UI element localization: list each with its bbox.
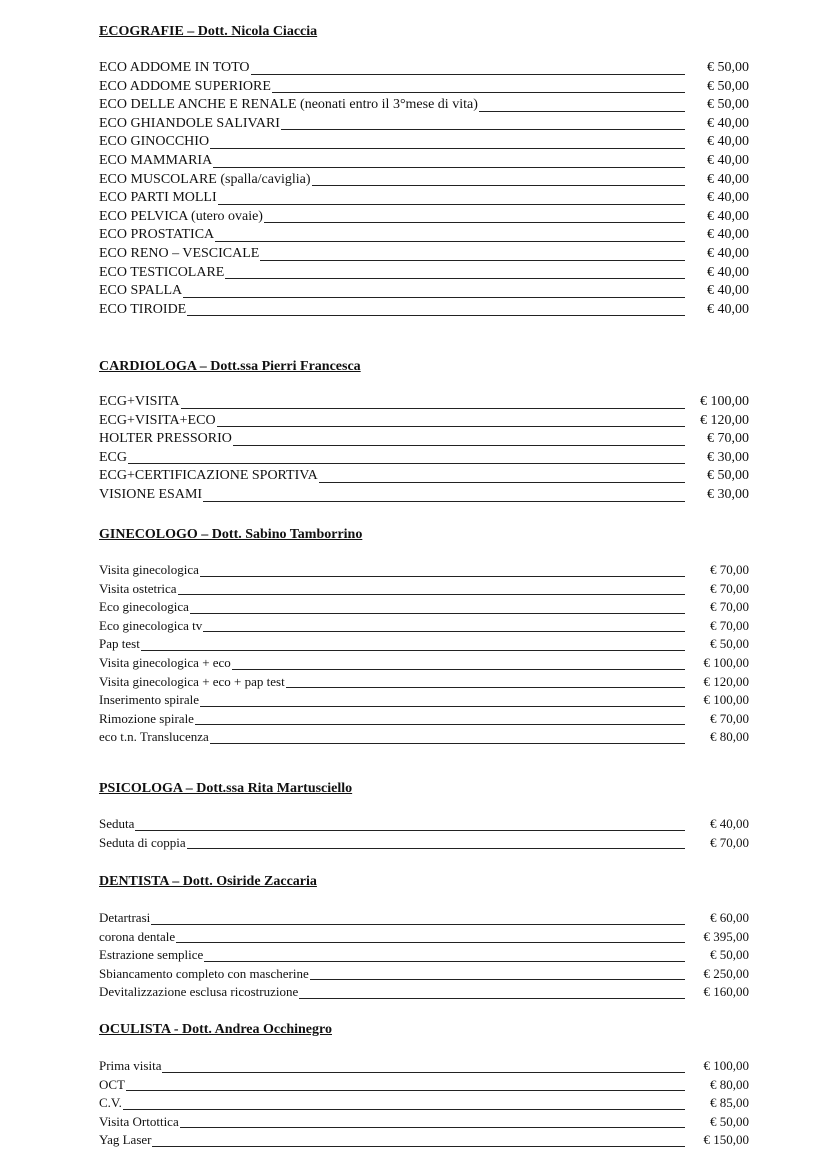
service-price: € 40,00: [707, 245, 749, 261]
price-row: [99, 617, 749, 636]
service-label: ECG+CERTIFICAZIONE SPORTIVA: [99, 468, 318, 484]
leader-line: [319, 481, 685, 483]
service-price: € 40,00: [707, 171, 749, 187]
service-price: € 120,00: [700, 412, 749, 428]
section-title: PSICOLOGA – Dott.ssa Rita Martusciello: [99, 781, 353, 796]
leader-line: [225, 277, 685, 279]
service-price: € 40,00: [707, 152, 749, 168]
service-label: Seduta: [99, 816, 135, 831]
leader-line: [215, 240, 685, 242]
price-row: [99, 1057, 749, 1076]
price-row: [99, 1113, 749, 1132]
leader-line: [210, 742, 685, 744]
price-row: [99, 710, 749, 729]
price-row: [99, 96, 749, 115]
price-row: [99, 171, 749, 190]
service-label: Visita Ortottica: [99, 1113, 179, 1129]
price-row: [99, 728, 749, 747]
service-price: € 30,00: [707, 449, 749, 465]
leader-line: [203, 500, 685, 502]
leader-line: [135, 829, 685, 831]
price-row: [99, 430, 749, 449]
service-price: € 395,00: [703, 928, 749, 944]
leader-line: [200, 575, 685, 577]
price-row: [99, 467, 749, 486]
service-price: € 100,00: [703, 692, 749, 708]
service-price: € 50,00: [710, 1113, 749, 1129]
service-price: € 70,00: [710, 834, 749, 850]
price-row: [99, 1076, 749, 1095]
service-label: Devitalizzazione esclusa ricostruzione: [99, 984, 299, 1000]
service-price: € 50,00: [707, 468, 749, 484]
service-label: Visita ginecologica + eco: [99, 654, 231, 670]
price-row: [99, 449, 749, 468]
service-price: € 40,00: [707, 190, 749, 206]
section-title: GINECOLOGO – Dott. Sabino Tamborrino: [99, 527, 363, 542]
leader-line: [187, 847, 685, 849]
service-price: € 50,00: [710, 947, 749, 963]
service-price: € 50,00: [707, 97, 749, 113]
leader-line: [233, 444, 685, 446]
leader-line: [162, 1071, 685, 1073]
service-price: € 100,00: [703, 1058, 749, 1073]
price-row: [99, 264, 749, 283]
section-title: ECOGRAFIE – Dott. Nicola Ciaccia: [99, 24, 318, 39]
price-row: [99, 245, 749, 264]
price-row: [99, 115, 749, 134]
leader-line: [151, 923, 685, 925]
service-price: € 80,00: [710, 1076, 749, 1092]
price-row: [99, 133, 749, 152]
price-row: [99, 282, 749, 301]
service-label: Visita ginecologica: [99, 562, 199, 577]
price-row: [99, 412, 749, 431]
service-price: € 70,00: [707, 431, 749, 447]
service-label: ECO ADDOME SUPERIORE: [99, 78, 271, 94]
service-label: ECO SPALLA: [99, 283, 183, 299]
leader-line: [272, 91, 685, 93]
leader-line: [183, 296, 685, 298]
section-title: CARDIOLOGA – Dott.ssa Pierri Francesca: [99, 359, 361, 374]
service-label: ECO PROSTATICA: [99, 227, 215, 243]
service-price: € 50,00: [710, 636, 749, 652]
leader-line: [128, 462, 685, 464]
leader-line: [190, 612, 685, 614]
service-price: € 150,00: [703, 1132, 749, 1148]
leader-line: [180, 1126, 685, 1128]
service-label: Eco ginecologica tv: [99, 617, 203, 633]
service-label: ECO MUSCOLARE (spalla/caviglia): [99, 171, 311, 187]
price-row: [99, 815, 749, 834]
leader-line: [181, 407, 685, 409]
price-row: [99, 1131, 749, 1150]
service-label: ECO ADDOME IN TOTO: [99, 60, 250, 75]
service-price: € 40,00: [707, 264, 749, 280]
price-row: [99, 561, 749, 580]
leader-line: [200, 705, 685, 707]
service-label: HOLTER PRESSORIO: [99, 431, 232, 447]
item-list: [99, 561, 749, 747]
item-list: [99, 1057, 749, 1150]
service-label: Seduta di coppia: [99, 834, 186, 850]
leader-line: [187, 314, 685, 316]
service-label: eco t.n. Translucenza: [99, 729, 209, 745]
leader-line: [310, 978, 685, 980]
service-price: € 40,00: [707, 227, 749, 243]
price-row: [99, 834, 749, 853]
leader-line: [218, 203, 685, 205]
service-label: ECG+VISITA: [99, 394, 180, 409]
price-row: [99, 928, 749, 947]
service-label: Prima visita: [99, 1058, 162, 1073]
price-row: [99, 152, 749, 171]
leader-line: [286, 686, 685, 688]
leader-line: [126, 1089, 685, 1091]
item-list: [99, 59, 749, 319]
leader-line: [312, 184, 685, 186]
price-row: [99, 393, 749, 412]
service-price: € 40,00: [710, 816, 749, 831]
service-price: € 70,00: [710, 617, 749, 633]
service-label: Visita ginecologica + eco + pap test: [99, 673, 285, 689]
price-row: [99, 691, 749, 710]
service-label: Rimozione spirale: [99, 710, 194, 726]
leader-line: [217, 425, 685, 427]
price-row: [99, 965, 749, 984]
service-label: ECO PARTI MOLLI: [99, 190, 217, 206]
service-label: Visita ostetrica: [99, 580, 177, 596]
price-row: [99, 226, 749, 245]
price-row: [99, 1094, 749, 1113]
price-row: [99, 598, 749, 617]
service-price: € 120,00: [703, 673, 749, 689]
service-price: € 40,00: [707, 115, 749, 131]
service-label: ECO MAMMARIA: [99, 152, 213, 168]
leader-line: [141, 649, 685, 651]
service-label: OCT: [99, 1076, 125, 1092]
service-price: € 250,00: [703, 965, 749, 981]
price-row: [99, 59, 749, 78]
leader-line: [232, 668, 685, 670]
service-price: € 50,00: [707, 78, 749, 94]
leader-line: [152, 1145, 685, 1147]
price-row: [99, 673, 749, 692]
service-label: ECO DELLE ANCHE E RENALE (neonati entro il 3°mese di vita): [99, 97, 478, 113]
leader-line: [281, 128, 685, 130]
price-row: [99, 654, 749, 673]
price-row: [99, 208, 749, 227]
service-price: € 50,00: [707, 60, 749, 75]
service-label: Sbiancamento completo con mascherine: [99, 965, 309, 981]
service-price: € 70,00: [710, 599, 749, 615]
service-price: € 70,00: [710, 710, 749, 726]
item-list: [99, 815, 749, 852]
section-title: OCULISTA - Dott. Andrea Occhinegro: [99, 1022, 332, 1037]
leader-line: [195, 723, 685, 725]
price-row: [99, 635, 749, 654]
item-list: [99, 393, 749, 505]
service-price: € 40,00: [707, 283, 749, 299]
service-label: Detartrasi: [99, 910, 151, 925]
service-label: Pap test: [99, 636, 140, 652]
service-label: VISIONE ESAMI: [99, 486, 203, 502]
price-row: [99, 983, 749, 1002]
service-label: corona dentale: [99, 928, 176, 944]
price-row: [99, 301, 749, 320]
leader-line: [203, 630, 685, 632]
service-label: Eco ginecologica: [99, 599, 189, 615]
service-label: ECO TESTICOLARE: [99, 264, 225, 280]
service-label: ECO PELVICA (utero ovaie): [99, 208, 263, 224]
price-row: [99, 946, 749, 965]
service-label: C.V.: [99, 1095, 122, 1111]
service-price: € 40,00: [707, 134, 749, 150]
service-label: ECO GHIANDOLE SALIVARI: [99, 115, 280, 131]
service-label: ECO TIROIDE: [99, 301, 187, 317]
service-label: ECO GINOCCHIO: [99, 134, 210, 150]
section-title: DENTISTA – Dott. Osiride Zaccaria: [99, 874, 317, 889]
service-price: € 100,00: [703, 654, 749, 670]
leader-line: [299, 997, 685, 999]
leader-line: [213, 166, 685, 168]
service-price: € 85,00: [710, 1095, 749, 1111]
service-price: € 30,00: [707, 486, 749, 502]
leader-line: [260, 259, 685, 261]
service-price: € 70,00: [710, 580, 749, 596]
price-row: [99, 909, 749, 928]
service-label: Inserimento spirale: [99, 692, 199, 708]
service-price: € 160,00: [703, 984, 749, 1000]
leader-line: [479, 110, 685, 112]
service-price: € 80,00: [710, 729, 749, 745]
price-row: [99, 486, 749, 505]
service-label: Yag Laser: [99, 1132, 152, 1148]
price-row: [99, 189, 749, 208]
leader-line: [123, 1108, 685, 1110]
leader-line: [176, 941, 685, 943]
service-price: € 60,00: [710, 910, 749, 925]
service-label: ECO RENO – VESCICALE: [99, 245, 260, 261]
service-label: ECG: [99, 449, 127, 465]
service-price: € 40,00: [707, 208, 749, 224]
leader-line: [204, 960, 685, 962]
service-price: € 100,00: [700, 394, 749, 409]
service-label: ECG+VISITA+ECO: [99, 412, 216, 428]
leader-line: [210, 147, 685, 149]
service-price: € 40,00: [707, 301, 749, 317]
service-price: € 70,00: [710, 562, 749, 577]
item-list: [99, 909, 749, 1002]
service-label: Estrazione semplice: [99, 947, 204, 963]
leader-line: [264, 221, 685, 223]
leader-line: [251, 73, 685, 75]
price-row: [99, 78, 749, 97]
price-row: [99, 580, 749, 599]
leader-line: [178, 593, 685, 595]
